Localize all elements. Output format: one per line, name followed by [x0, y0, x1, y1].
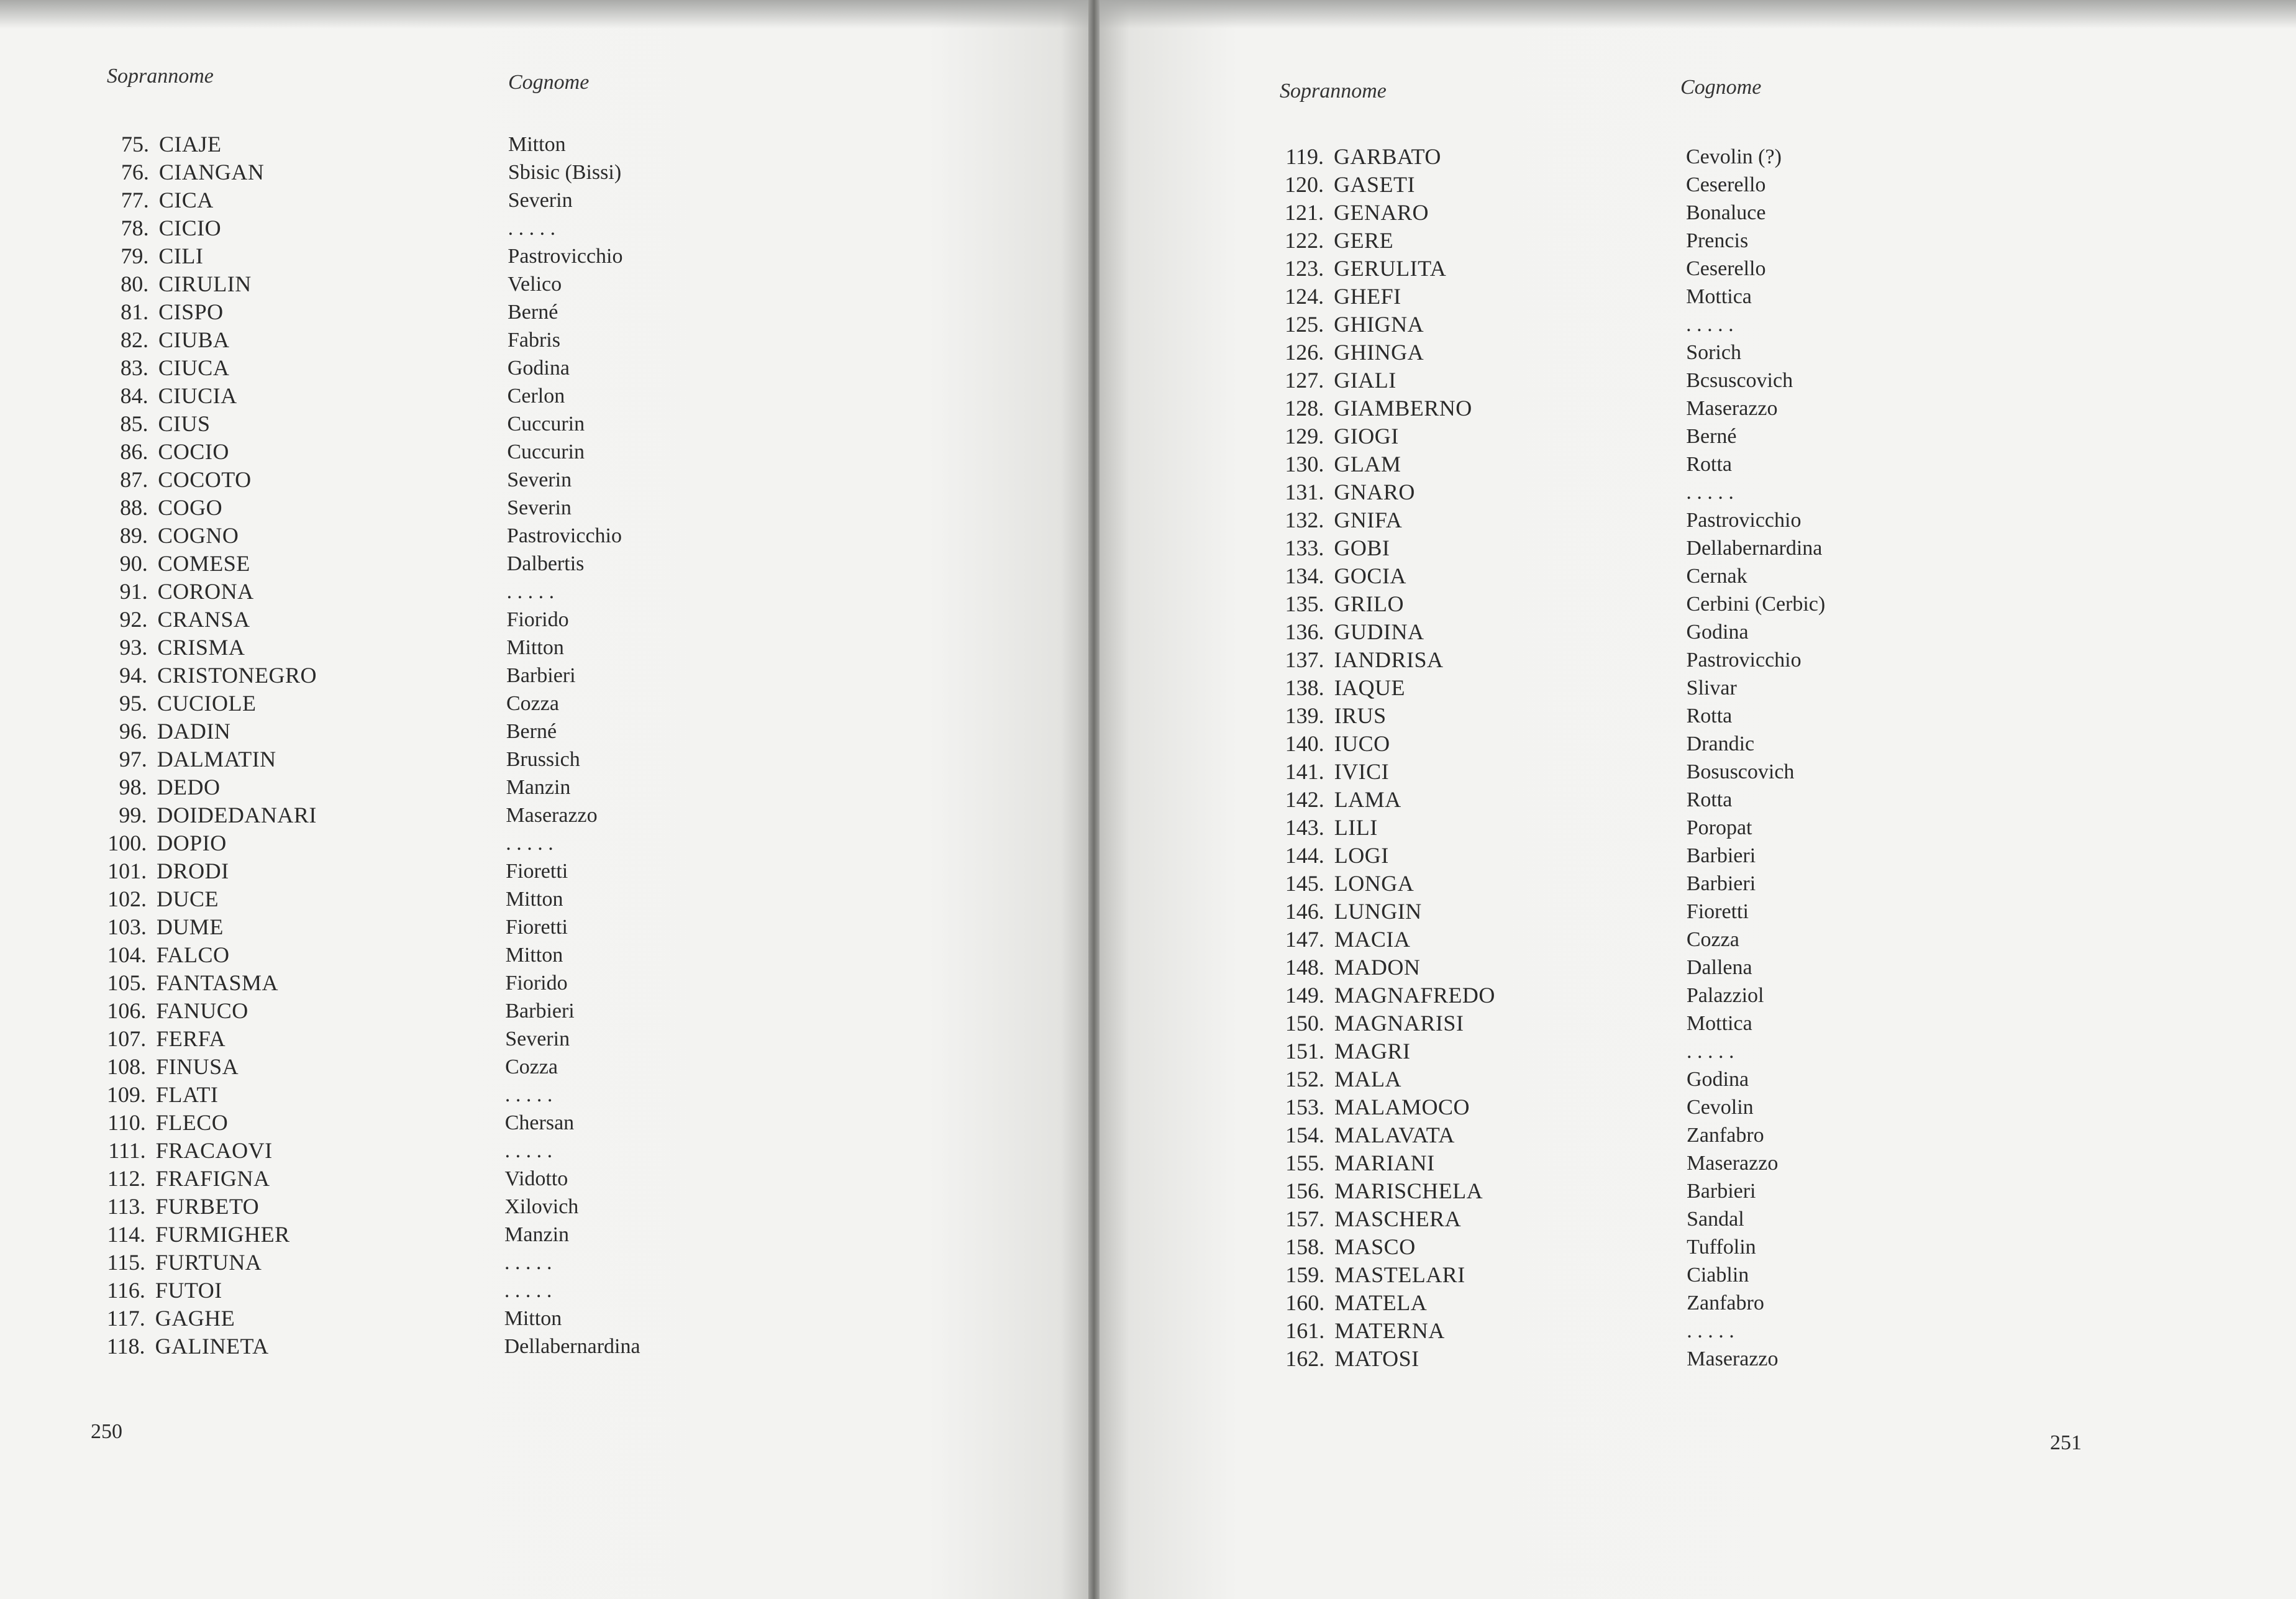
entry-number: 90. [119, 551, 148, 576]
entry-nickname: DRODI [157, 859, 229, 883]
entry-surname: Mitton [505, 888, 563, 911]
entry-nickname: COMESE [157, 551, 250, 576]
entry-number: 122. [1285, 228, 1324, 253]
entry-number: 106. [107, 998, 147, 1023]
entry-surname: Sorich [1686, 341, 1741, 364]
entry-nickname: FRACAOVI [155, 1138, 273, 1163]
entry-nickname: IRUS [1334, 703, 1387, 728]
entry-number: 160. [1285, 1290, 1325, 1315]
entry-number: 125. [1285, 312, 1324, 337]
entry-surname: Fiorido [505, 972, 568, 995]
entry-surname: Manzin [506, 776, 571, 799]
entry-nickname: IAQUE [1334, 675, 1406, 700]
entry-number: 137. [1285, 647, 1324, 672]
entry-number: 121. [1285, 200, 1324, 225]
entry-number: 110. [107, 1110, 146, 1135]
entry-number: 154. [1285, 1123, 1325, 1147]
entry-nickname: DALMATIN [157, 747, 276, 772]
entry-nickname: FINUSA [156, 1054, 239, 1079]
entry-number: 128. [1285, 396, 1324, 421]
entry-number: 114. [107, 1222, 146, 1247]
entry-number: 117. [107, 1306, 145, 1331]
entry-number: 109. [106, 1082, 146, 1107]
entry-nickname: CRISTONEGRO [157, 663, 317, 688]
entry-number: 140. [1285, 731, 1324, 756]
entry-surname: Mitton [506, 636, 564, 659]
entry-surname: Zanfabro [1687, 1124, 1764, 1147]
entry-number: 108. [107, 1054, 147, 1079]
entry-number: 87. [120, 467, 148, 492]
entry-surname: Ciablin [1687, 1264, 1749, 1287]
entry-nickname: LAMA [1334, 787, 1401, 812]
entry-surname: Dalbertis [506, 552, 585, 575]
entry-nickname: GUDINA [1334, 619, 1424, 644]
entry-number: 81. [121, 299, 149, 324]
entry-number: 162. [1285, 1346, 1325, 1371]
entry-nickname: FLATI [155, 1082, 219, 1107]
entry-number: 120. [1285, 172, 1324, 197]
entry-nickname: CIRULIN [158, 271, 252, 296]
entry-nickname: CIUCIA [158, 383, 237, 408]
entry-number: 94. [119, 663, 148, 688]
entry-surname: Severin [507, 496, 572, 519]
entry-nickname: LOGI [1334, 843, 1389, 868]
entry-number: 98. [119, 775, 147, 800]
entry-nickname: GAGHE [155, 1306, 235, 1331]
entry-surname: Barbieri [1686, 844, 1756, 867]
left-header-nickname: Soprannome [107, 65, 214, 88]
entry-surname: Poropat [1686, 816, 1752, 839]
entry-surname: Palazziol [1686, 984, 1764, 1007]
entry-surname: Bcsuscovich [1686, 369, 1793, 392]
entry-number: 147. [1285, 927, 1324, 952]
entry-nickname: COCOTO [158, 467, 252, 492]
entry-nickname: GOCIA [1334, 563, 1406, 588]
entry-number: 124. [1285, 284, 1324, 309]
entry-nickname: MALAVATA [1334, 1123, 1455, 1147]
entry-surname: Fiorido [506, 608, 569, 631]
entry-surname: Cozza [1686, 928, 1739, 951]
entry-number: 107. [107, 1026, 147, 1051]
entry-surname: Vidotto [504, 1167, 568, 1190]
entry-surname: Maserazzo [506, 804, 598, 827]
entry-surname: Maserazzo [1687, 1347, 1779, 1370]
entry-surname: . . . . . [508, 217, 556, 240]
entry-surname: . . . . . [504, 1139, 553, 1162]
entry-number: 158. [1285, 1234, 1325, 1259]
left-page-number: 250 [91, 1420, 122, 1443]
entry-surname: Xilovich [504, 1195, 579, 1218]
entry-nickname: DEDO [157, 775, 221, 800]
left-header-surname: Cognome [508, 71, 590, 94]
entry-surname: Rotta [1686, 453, 1732, 476]
entry-nickname: CRANSA [157, 607, 250, 632]
entry-nickname: GERULITA [1334, 256, 1447, 281]
entry-number: 146. [1285, 899, 1324, 924]
entry-surname: Berné [506, 720, 557, 743]
entry-surname: . . . . . [1686, 481, 1734, 504]
entry-number: 89. [119, 523, 148, 548]
entry-surname: Barbieri [506, 664, 576, 687]
entry-nickname: GASETI [1334, 172, 1416, 197]
entry-number: 83. [120, 355, 148, 380]
entry-nickname: DOIDEDANARI [157, 803, 317, 827]
entry-number: 131. [1285, 480, 1324, 504]
entry-nickname: GIAMBERNO [1334, 396, 1472, 421]
entry-surname: . . . . . [1687, 1319, 1734, 1342]
entry-number: 79. [121, 244, 149, 268]
entry-number: 78. [121, 216, 149, 240]
entry-surname: Mitton [504, 1307, 562, 1330]
entry-nickname: MATELA [1334, 1290, 1428, 1315]
entry-number: 88. [120, 495, 148, 520]
entry-nickname: DUCE [156, 886, 219, 911]
entry-number: 111. [108, 1138, 146, 1163]
entry-surname: Maserazzo [1686, 397, 1778, 420]
entry-number: 116. [107, 1278, 145, 1303]
entry-surname: Cozza [505, 1055, 558, 1078]
entry-number: 139. [1285, 703, 1324, 728]
entry-number: 93. [119, 635, 148, 660]
entry-number: 112. [107, 1166, 146, 1191]
entry-surname: . . . . . [504, 1251, 552, 1274]
entry-surname: Dellabernardina [504, 1335, 640, 1358]
entry-nickname: LILI [1334, 815, 1378, 840]
entry-nickname: FUTOI [155, 1278, 222, 1303]
entry-number: 95. [119, 691, 147, 716]
entry-nickname: GNIFA [1334, 508, 1403, 532]
entry-nickname: LUNGIN [1334, 899, 1422, 924]
entry-nickname: GHEFI [1334, 284, 1401, 309]
entry-nickname: FURBETO [155, 1194, 260, 1219]
entry-nickname: GIALI [1334, 368, 1396, 393]
right-page-number: 251 [2050, 1431, 2082, 1454]
entry-number: 119. [1285, 144, 1324, 169]
entry-nickname: FALCO [156, 942, 230, 967]
entry-number: 161. [1285, 1318, 1325, 1343]
top-shadow [1093, 0, 2296, 29]
entry-surname: Ceserello [1686, 173, 1766, 196]
entry-nickname: GRILO [1334, 591, 1404, 616]
entry-number: 118. [106, 1334, 145, 1359]
entry-nickname: GERE [1334, 228, 1394, 253]
entry-surname: Godina [1686, 621, 1749, 644]
right-page [1093, 0, 2296, 1599]
entry-number: 143. [1285, 815, 1324, 840]
entry-surname: Severin [508, 189, 573, 212]
entry-nickname: GNARO [1334, 480, 1415, 504]
entry-nickname: MALAMOCO [1334, 1095, 1470, 1119]
entry-nickname: MALA [1334, 1067, 1401, 1091]
entry-number: 105. [107, 970, 147, 995]
entry-surname: Fioretti [505, 916, 568, 939]
entry-number: 92. [119, 607, 148, 632]
entry-nickname: LONGA [1334, 871, 1414, 896]
entry-number: 148. [1285, 955, 1324, 980]
entry-surname: Cevolin (?) [1686, 145, 1782, 168]
book-gutter [1088, 0, 1100, 1599]
entry-surname: Cozza [506, 692, 559, 715]
entry-nickname: MACIA [1334, 927, 1411, 952]
entry-surname: Pastrovicchio [1686, 649, 1802, 672]
entry-nickname: MAGNARISI [1334, 1011, 1464, 1036]
entry-nickname: CIAJE [159, 132, 222, 157]
entry-surname: Godina [507, 357, 570, 380]
entry-surname: Zanfabro [1687, 1292, 1764, 1314]
entry-surname: Cernak [1686, 565, 1747, 588]
entry-number: 113. [107, 1194, 146, 1219]
entry-number: 157. [1285, 1206, 1325, 1231]
entry-surname: Pastrovicchio [506, 524, 622, 547]
entry-surname: Mitton [508, 133, 566, 156]
entry-nickname: GENARO [1334, 200, 1429, 225]
entry-number: 149. [1285, 983, 1324, 1008]
entry-surname: Tuffolin [1687, 1236, 1756, 1259]
entry-number: 133. [1285, 535, 1324, 560]
entry-nickname: MARIANI [1334, 1150, 1435, 1175]
entry-nickname: GIOGI [1334, 424, 1399, 449]
entry-number: 129. [1285, 424, 1324, 449]
entry-number: 101. [107, 859, 147, 883]
entry-number: 142. [1285, 787, 1324, 812]
entry-surname: Mitton [505, 944, 563, 967]
entry-number: 132. [1285, 508, 1324, 532]
entry-nickname: CICA [158, 188, 214, 212]
entry-surname: . . . . . [504, 1083, 553, 1106]
entry-surname: Sbisic (Bissi) [508, 161, 622, 184]
entry-surname: Pastrovicchio [1686, 509, 1802, 532]
entry-number: 153. [1285, 1095, 1325, 1119]
entry-surname: Mottica [1686, 1012, 1752, 1035]
entry-nickname: MAGRI [1334, 1039, 1411, 1064]
entry-nickname: FANUCO [156, 998, 248, 1023]
entry-nickname: IUCO [1334, 731, 1390, 756]
entry-number: 75. [121, 132, 149, 157]
entry-surname: Pastrovicchio [508, 245, 623, 268]
entry-nickname: CORONA [157, 579, 254, 604]
entry-number: 151. [1285, 1039, 1324, 1064]
entry-nickname: DUME [156, 914, 224, 939]
entry-number: 76. [121, 160, 149, 184]
entry-nickname: IVICI [1334, 759, 1390, 784]
entry-nickname: FANTASMA [156, 970, 278, 995]
entry-number: 82. [120, 327, 148, 352]
entry-surname: Ceserello [1686, 257, 1766, 280]
entry-surname: Severin [507, 468, 572, 491]
entry-nickname: GOBI [1334, 535, 1390, 560]
entry-number: 156. [1285, 1178, 1325, 1203]
entry-surname: Drandic [1686, 732, 1755, 755]
entry-nickname: MAGNAFREDO [1334, 983, 1495, 1008]
entry-surname: Barbieri [1686, 872, 1756, 895]
entry-surname: Brussich [506, 748, 580, 771]
entry-nickname: MATERNA [1334, 1318, 1445, 1343]
entry-nickname: COGNO [157, 523, 239, 548]
entry-number: 134. [1285, 563, 1324, 588]
entry-surname: . . . . . [1686, 1040, 1734, 1063]
entry-number: 159. [1285, 1262, 1325, 1287]
entry-number: 104. [107, 942, 147, 967]
entry-surname: Fioretti [506, 860, 568, 883]
entry-nickname: CRISMA [157, 635, 245, 660]
top-shadow [0, 0, 1093, 29]
entry-number: 155. [1285, 1150, 1325, 1175]
entry-surname: Sandal [1687, 1208, 1744, 1231]
entry-number: 84. [120, 383, 148, 408]
entry-number: 138. [1285, 675, 1324, 700]
entry-surname: Manzin [504, 1223, 570, 1246]
entry-nickname: GALINETA [155, 1334, 269, 1359]
entry-nickname: FRAFIGNA [155, 1166, 270, 1191]
entry-number: 96. [119, 719, 147, 744]
entry-surname: Maserazzo [1687, 1152, 1779, 1175]
entry-nickname: MASCHERA [1334, 1206, 1462, 1231]
entry-surname: Cerbini (Cerbic) [1686, 593, 1826, 616]
entry-nickname: MASTELARI [1334, 1262, 1465, 1287]
entry-nickname: FURMIGHER [155, 1222, 290, 1247]
entry-nickname: GHINGA [1334, 340, 1424, 365]
right-header-nickname: Soprannome [1280, 80, 1387, 102]
entry-number: 123. [1285, 256, 1324, 281]
entry-nickname: CILI [158, 244, 204, 268]
entry-surname: Prencis [1686, 229, 1749, 252]
entry-nickname: CIUCA [158, 355, 230, 380]
entry-nickname: GARBATO [1334, 144, 1441, 169]
entry-surname: Cuccurin [507, 440, 585, 463]
entry-surname: Fabris [507, 329, 560, 352]
entry-surname: Rotta [1686, 704, 1733, 727]
entry-nickname: CIUBA [158, 327, 230, 352]
entry-nickname: MADON [1334, 955, 1421, 980]
entry-surname: Dallena [1686, 956, 1752, 979]
entry-number: 141. [1285, 759, 1324, 784]
entry-nickname: MARISCHELA [1334, 1178, 1483, 1203]
entry-surname: Mottica [1686, 285, 1752, 308]
entry-surname: . . . . . [506, 832, 554, 855]
entry-surname: Cuccurin [507, 412, 585, 435]
entry-surname: Barbieri [1687, 1180, 1756, 1203]
entry-surname: Velico [508, 273, 562, 296]
entry-number: 97. [119, 747, 147, 772]
entry-nickname: FERFA [156, 1026, 226, 1051]
right-header-surname: Cognome [1680, 76, 1762, 99]
entry-surname: Rotta [1686, 788, 1733, 811]
entry-number: 130. [1285, 452, 1324, 476]
entry-number: 85. [120, 411, 148, 436]
entry-number: 126. [1285, 340, 1324, 365]
entry-surname: Dellabernardina [1686, 537, 1823, 560]
entry-surname: . . . . . [504, 1279, 552, 1302]
entry-surname: Barbieri [505, 1000, 575, 1023]
entry-nickname: CUCIOLE [157, 691, 257, 716]
left-page [0, 0, 1093, 1599]
entry-surname: Godina [1686, 1068, 1749, 1091]
entry-number: 102. [107, 886, 147, 911]
entry-surname: . . . . . [506, 580, 555, 603]
entry-surname: Cevolin [1687, 1096, 1754, 1119]
entry-surname: Bosuscovich [1686, 760, 1795, 783]
entry-nickname: CIANGAN [158, 160, 265, 184]
entry-number: 136. [1285, 619, 1324, 644]
entry-number: 115. [107, 1250, 145, 1275]
entry-number: 100. [107, 831, 147, 855]
entry-surname: Severin [505, 1027, 570, 1050]
entry-surname: Fioretti [1686, 900, 1749, 923]
entry-number: 150. [1285, 1011, 1324, 1036]
entry-number: 80. [121, 271, 149, 296]
entry-surname: Chersan [504, 1111, 575, 1134]
entry-surname: Berné [1686, 425, 1737, 448]
entry-nickname: FURTUNA [155, 1250, 262, 1275]
entry-number: 99. [119, 803, 147, 827]
entry-surname: Berné [508, 301, 558, 324]
entry-number: 127. [1285, 368, 1324, 393]
entry-number: 103. [107, 914, 147, 939]
entry-nickname: DOPIO [157, 831, 227, 855]
entry-nickname: FLECO [155, 1110, 229, 1135]
entry-surname: . . . . . [1686, 313, 1734, 336]
entry-nickname: MATOSI [1334, 1346, 1419, 1371]
entry-nickname: IANDRISA [1334, 647, 1444, 672]
entry-nickname: CICIO [158, 216, 222, 240]
entry-surname: Cerlon [507, 385, 565, 408]
entry-nickname: GLAM [1334, 452, 1401, 476]
entry-nickname: GHIGNA [1334, 312, 1424, 337]
entry-number: 77. [121, 188, 149, 212]
entry-nickname: CISPO [158, 299, 224, 324]
entry-surname: Slivar [1686, 676, 1737, 699]
entry-number: 135. [1285, 591, 1324, 616]
entry-number: 144. [1285, 843, 1324, 868]
entry-surname: Bonaluce [1686, 201, 1766, 224]
entry-number: 145. [1285, 871, 1324, 896]
entry-nickname: MASCO [1334, 1234, 1416, 1259]
entry-nickname: COGO [158, 495, 223, 520]
entry-nickname: COCIO [158, 439, 229, 464]
entry-number: 152. [1285, 1067, 1324, 1091]
entry-nickname: CIUS [158, 411, 211, 436]
entry-nickname: DADIN [157, 719, 231, 744]
entry-number: 86. [120, 439, 148, 464]
entry-number: 91. [119, 579, 148, 604]
